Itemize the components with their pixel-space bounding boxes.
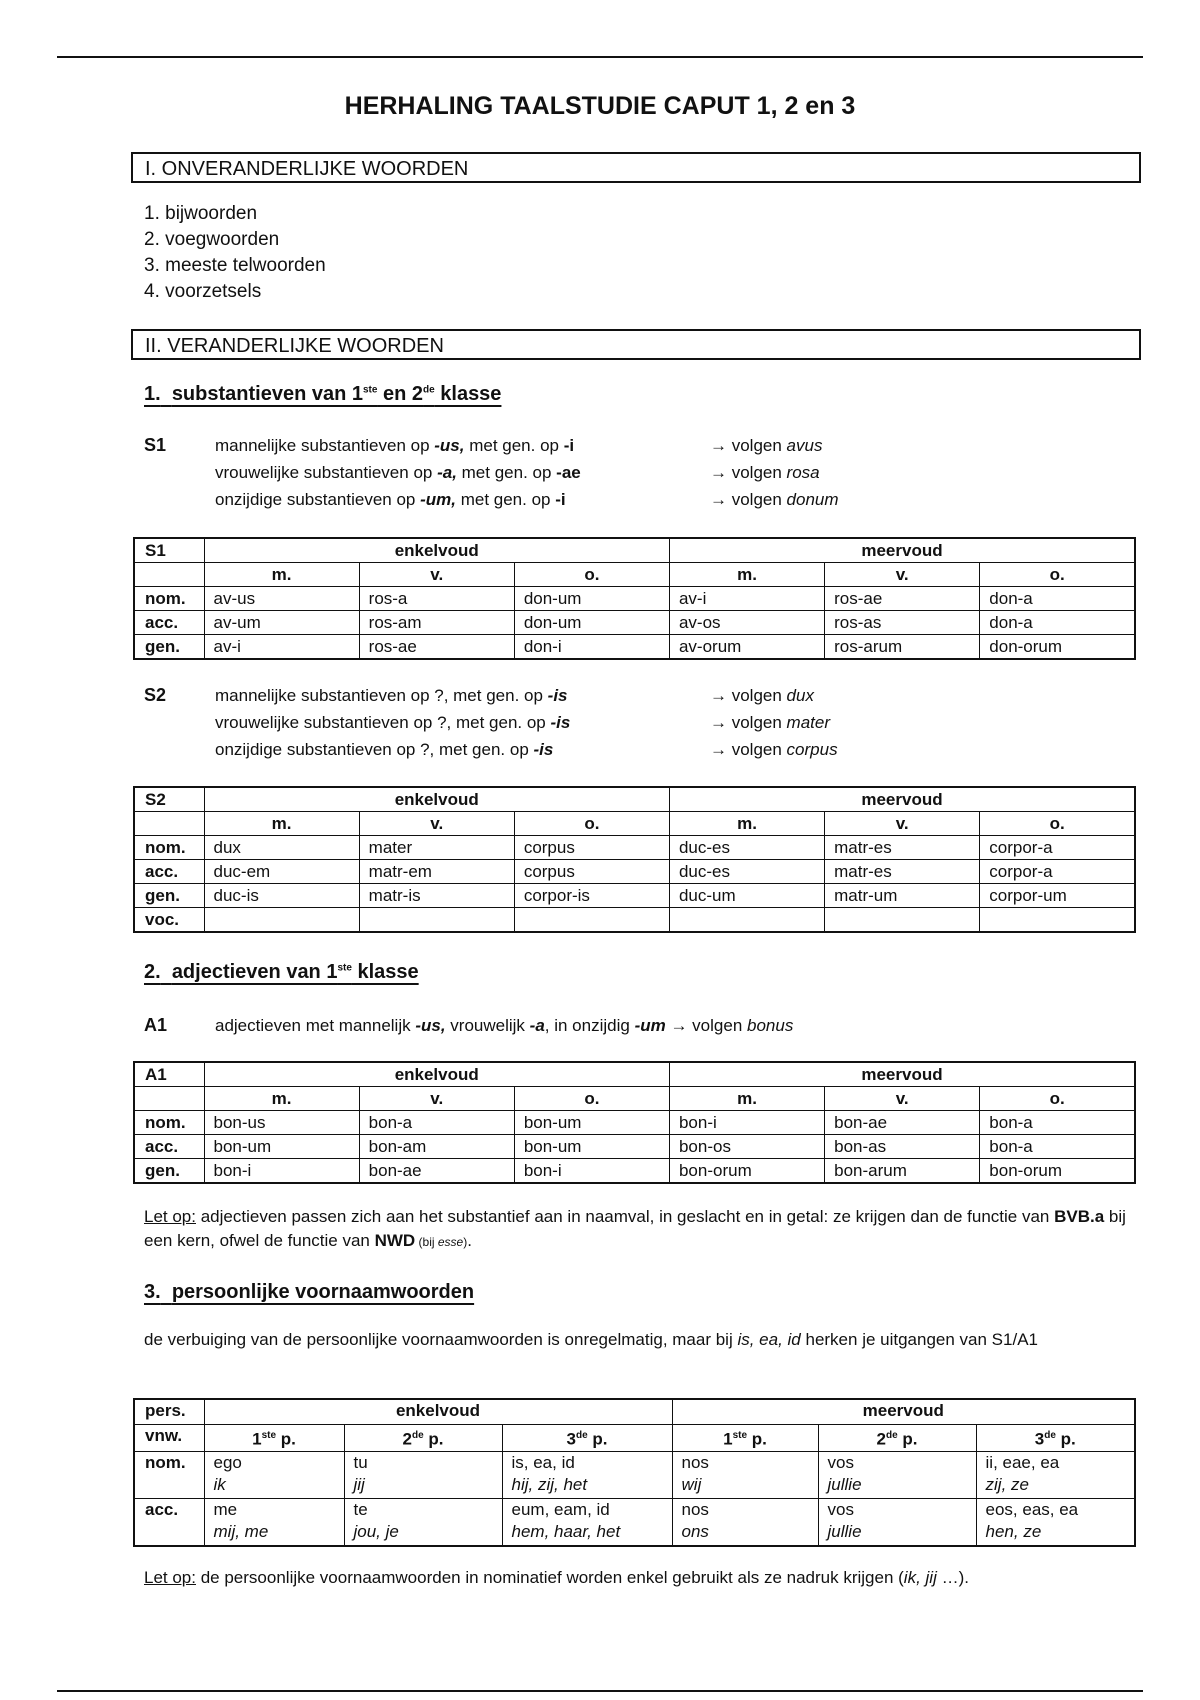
subheading-text: adjectieven van 1	[171, 961, 338, 983]
table-cell: bon-orum	[980, 1159, 1135, 1184]
table-cell: bon-a	[359, 1111, 514, 1135]
table-cell: bon-i	[669, 1111, 824, 1135]
table-row	[134, 787, 1135, 812]
table-cell: duc-um	[669, 884, 824, 908]
subheading-number: 1.	[144, 383, 161, 405]
note-adjectives: Let op: adjectieven passen zich aan het substantief aan in naamval, in geslacht en in getal: ze krijgen dan de functie van BVB.a bij een kern, ofwel de functie van NWD (bij esse).	[144, 1207, 1126, 1250]
table-cell	[669, 908, 824, 933]
gender-header: v.	[825, 1087, 980, 1111]
description-line: mannelijke substantieven op -us, met gen. op -i	[215, 436, 575, 455]
table-cell: ros-ae	[359, 635, 514, 660]
table-cell: corpor-a	[980, 836, 1135, 860]
table-cell: bon-ae	[825, 1111, 980, 1135]
description-line: mannelijke substantieven op ?, met gen. op -is	[215, 686, 568, 705]
table-cell: ros-arum	[825, 635, 980, 660]
table-cell: matr-em	[359, 860, 514, 884]
arrow-line: → volgen corpus	[710, 740, 838, 759]
case-label: acc.	[134, 1498, 204, 1546]
table-cell: duc-es	[669, 860, 824, 884]
case-label: gen.	[134, 1159, 204, 1184]
case-label: nom.	[134, 836, 204, 860]
section-heading-1: I. ONVERANDERLIJKE WOORDEN	[131, 152, 1141, 183]
plural-header: meervoud	[669, 538, 1135, 563]
table-row	[134, 836, 1135, 860]
s2-label: S2	[144, 685, 167, 705]
table-cell: bon-arum	[825, 1159, 980, 1184]
table-cell: av-orum	[669, 635, 824, 660]
gender-header: m.	[669, 812, 824, 836]
gender-header: v.	[359, 563, 514, 587]
gender-header: o.	[980, 1087, 1135, 1111]
table-cell: don-um	[514, 611, 669, 635]
table-corner: S2	[134, 787, 204, 812]
table-cell: bon-a	[980, 1135, 1135, 1159]
arrow-line: → volgen donum	[710, 490, 839, 509]
table-cell: dux	[204, 836, 359, 860]
gender-header: m.	[204, 563, 359, 587]
table-cell: av-i	[204, 635, 359, 660]
plural-header: meervoud	[672, 1399, 1135, 1425]
gender-header: o.	[980, 812, 1135, 836]
subheading-text: klasse	[434, 383, 502, 405]
table-row	[134, 1451, 1135, 1498]
table-cell: vos jullie	[818, 1498, 976, 1546]
person-header: 2de p.	[818, 1425, 976, 1452]
table-cell	[980, 908, 1135, 933]
table-cell: bon-orum	[669, 1159, 824, 1184]
singular-header: enkelvoud	[204, 538, 669, 563]
table-cell: corpus	[514, 860, 669, 884]
gender-header: v.	[359, 1087, 514, 1111]
table-row	[134, 538, 1135, 563]
subheading-1	[144, 383, 501, 406]
list-item: 2. voegwoorden	[144, 229, 280, 250]
table-cell: don-orum	[980, 635, 1135, 660]
table-cell: bon-i	[514, 1159, 669, 1184]
s1-label: S1	[144, 435, 167, 455]
subheading-text: en 2	[377, 383, 424, 405]
person-header: 1ste p.	[204, 1425, 344, 1452]
a1-label: A1	[144, 1015, 168, 1035]
table-row	[134, 563, 1135, 587]
gender-header: o.	[514, 812, 669, 836]
table-cell: bon-os	[669, 1135, 824, 1159]
table-cell: vos jullie	[818, 1451, 976, 1498]
case-label: voc.	[134, 908, 204, 933]
table-cell: bon-ae	[359, 1159, 514, 1184]
list-item: 3. meeste telwoorden	[144, 255, 326, 276]
table-cell: eos, eas, ea hen, ze	[976, 1498, 1135, 1546]
table-row	[134, 1425, 1135, 1452]
table-cell: bon-a	[980, 1111, 1135, 1135]
singular-header: enkelvoud	[204, 787, 669, 812]
plural-header: meervoud	[669, 787, 1135, 812]
description-line: onzijdige substantieven op ?, met gen. op -is	[215, 740, 554, 759]
table-corner: S1	[134, 538, 204, 563]
singular-header: enkelvoud	[204, 1062, 669, 1087]
table-cell: corpor-um	[980, 884, 1135, 908]
case-label: acc.	[134, 860, 204, 884]
table-row	[134, 1399, 1135, 1425]
table-cell: matr-um	[825, 884, 980, 908]
table-cell: ii, eae, ea zij, ze	[976, 1451, 1135, 1498]
page-title: HERHALING TAALSTUDIE CAPUT 1, 2 en 3	[344, 92, 856, 120]
description-line: onzijdige substantieven op -um, met gen. op -i	[215, 490, 566, 509]
bottom-rule	[57, 1690, 1143, 1692]
pronoun-description: de verbuiging van de persoonlijke voornaamwoorden is onregelmatig, maar bij is, ea, id herken je uitgangen van S1/A1	[144, 1330, 1038, 1349]
table-row	[134, 1135, 1135, 1159]
case-label: gen.	[134, 884, 204, 908]
section1-list	[144, 201, 326, 305]
case-label: nom.	[134, 1451, 204, 1498]
superscript: ste	[337, 962, 352, 974]
table-row	[134, 812, 1135, 836]
s2-description	[215, 682, 570, 763]
table-cell: me mij, me	[204, 1498, 344, 1546]
case-label: acc.	[134, 611, 204, 635]
subheading-text: klasse	[351, 961, 419, 983]
table-row	[134, 1087, 1135, 1111]
table-cell: bon-um	[514, 1111, 669, 1135]
table-cell: matr-es	[825, 860, 980, 884]
table-cell: eum, eam, id hem, haar, het	[502, 1498, 672, 1546]
subheading-text: substantieven van 1	[171, 383, 363, 405]
table-cell: nos ons	[672, 1498, 818, 1546]
table-cell: corpor-is	[514, 884, 669, 908]
table-row	[134, 884, 1135, 908]
table-row	[134, 611, 1135, 635]
table-cell: matr-is	[359, 884, 514, 908]
table-cell: bon-um	[514, 1135, 669, 1159]
gender-header: v.	[825, 563, 980, 587]
table-cell: bon-us	[204, 1111, 359, 1135]
table-cell: duc-es	[669, 836, 824, 860]
gender-header: o.	[980, 563, 1135, 587]
arrow-line: → volgen avus	[710, 436, 823, 455]
table-cell: ros-as	[825, 611, 980, 635]
person-header: 1ste p.	[672, 1425, 818, 1452]
s1-description	[215, 432, 581, 513]
case-label: nom.	[134, 587, 204, 611]
table-cell: av-us	[204, 587, 359, 611]
description-line: vrouwelijke substantieven op -a, met gen. op -ae	[215, 463, 581, 482]
table-cell: don-i	[514, 635, 669, 660]
table-cell: don-um	[514, 587, 669, 611]
table-corner: pers.	[134, 1399, 204, 1425]
s2-arrows	[710, 682, 838, 763]
table-row	[134, 635, 1135, 660]
table-row	[134, 1111, 1135, 1135]
gender-header: v.	[359, 812, 514, 836]
table-cell	[359, 908, 514, 933]
table-corner: A1	[134, 1062, 204, 1087]
superscript: ste	[363, 384, 378, 396]
table-row	[134, 1159, 1135, 1184]
table-cell: tu jij	[344, 1451, 502, 1498]
table-cell: mater	[359, 836, 514, 860]
plural-header: meervoud	[669, 1062, 1135, 1087]
table-cell: av-i	[669, 587, 824, 611]
table-cell	[514, 908, 669, 933]
table-cell: te jou, je	[344, 1498, 502, 1546]
table-cell: av-um	[204, 611, 359, 635]
table-cell: matr-es	[825, 836, 980, 860]
a1-declension-table	[133, 1061, 1136, 1184]
table-row	[134, 587, 1135, 611]
table-cell: ros-a	[359, 587, 514, 611]
table-cell: duc-em	[204, 860, 359, 884]
gender-header: o.	[514, 563, 669, 587]
table-row	[134, 860, 1135, 884]
table-cell: ros-am	[359, 611, 514, 635]
table-cell: bon-as	[825, 1135, 980, 1159]
table-cell: corpus	[514, 836, 669, 860]
description-line: vrouwelijke substantieven op ?, met gen. op -is	[215, 713, 571, 732]
gender-header: m.	[204, 1087, 359, 1111]
gender-header: m.	[669, 563, 824, 587]
table-cell: corpor-a	[980, 860, 1135, 884]
top-rule	[57, 56, 1143, 58]
subheading-text: persoonlijke voornaamwoorden	[171, 1281, 475, 1303]
table-cell: is, ea, id hij, zij, het	[502, 1451, 672, 1498]
gender-header: o.	[514, 1087, 669, 1111]
table-cell: bon-i	[204, 1159, 359, 1184]
case-label: acc.	[134, 1135, 204, 1159]
person-header: 2de p.	[344, 1425, 502, 1452]
superscript: de	[423, 384, 435, 396]
subheading-3	[144, 1281, 474, 1304]
case-label: nom.	[134, 1111, 204, 1135]
table-cell: bon-am	[359, 1135, 514, 1159]
note-pronouns: Let op: de persoonlijke voornaamwoorden in nominatief worden enkel gebruikt als ze nadruk krijgen (ik, jij …).	[144, 1568, 969, 1587]
singular-header: enkelvoud	[204, 1399, 672, 1425]
s2-declension-table	[133, 786, 1136, 933]
table-cell: ros-ae	[825, 587, 980, 611]
table-cell: nos wij	[672, 1451, 818, 1498]
gender-header: m.	[204, 812, 359, 836]
table-cell: duc-is	[204, 884, 359, 908]
table-cell: bon-um	[204, 1135, 359, 1159]
table-cell	[204, 908, 359, 933]
table-cell	[825, 908, 980, 933]
table-cell: don-a	[980, 587, 1135, 611]
section-heading-2: II. VERANDERLIJKE WOORDEN	[131, 329, 1141, 360]
a1-description: adjectieven met mannelijk -us, vrouwelijk -a, in onzijdig -um → volgen bonus	[215, 1016, 794, 1035]
person-header: 3de p.	[976, 1425, 1135, 1452]
s1-declension-table	[133, 537, 1136, 660]
pronoun-table	[133, 1398, 1136, 1547]
gender-header: m.	[669, 1087, 824, 1111]
s1-arrows	[710, 432, 839, 513]
list-item: 1. bijwoorden	[144, 203, 258, 224]
person-header: 3de p.	[502, 1425, 672, 1452]
table-corner: vnw.	[134, 1425, 204, 1452]
table-cell: ego ik	[204, 1451, 344, 1498]
arrow-line: → volgen dux	[710, 686, 814, 705]
case-label: gen.	[134, 635, 204, 660]
table-row	[134, 908, 1135, 933]
arrow-line: → volgen rosa	[710, 463, 820, 482]
subheading-number: 3.	[144, 1281, 161, 1303]
arrow-line: → volgen mater	[710, 713, 831, 732]
subheading-2	[144, 961, 419, 984]
table-cell: av-os	[669, 611, 824, 635]
table-row	[134, 1498, 1135, 1546]
gender-header: v.	[825, 812, 980, 836]
subheading-number: 2.	[144, 961, 161, 983]
table-row	[134, 1062, 1135, 1087]
list-item: 4. voorzetsels	[144, 281, 262, 302]
table-cell: don-a	[980, 611, 1135, 635]
